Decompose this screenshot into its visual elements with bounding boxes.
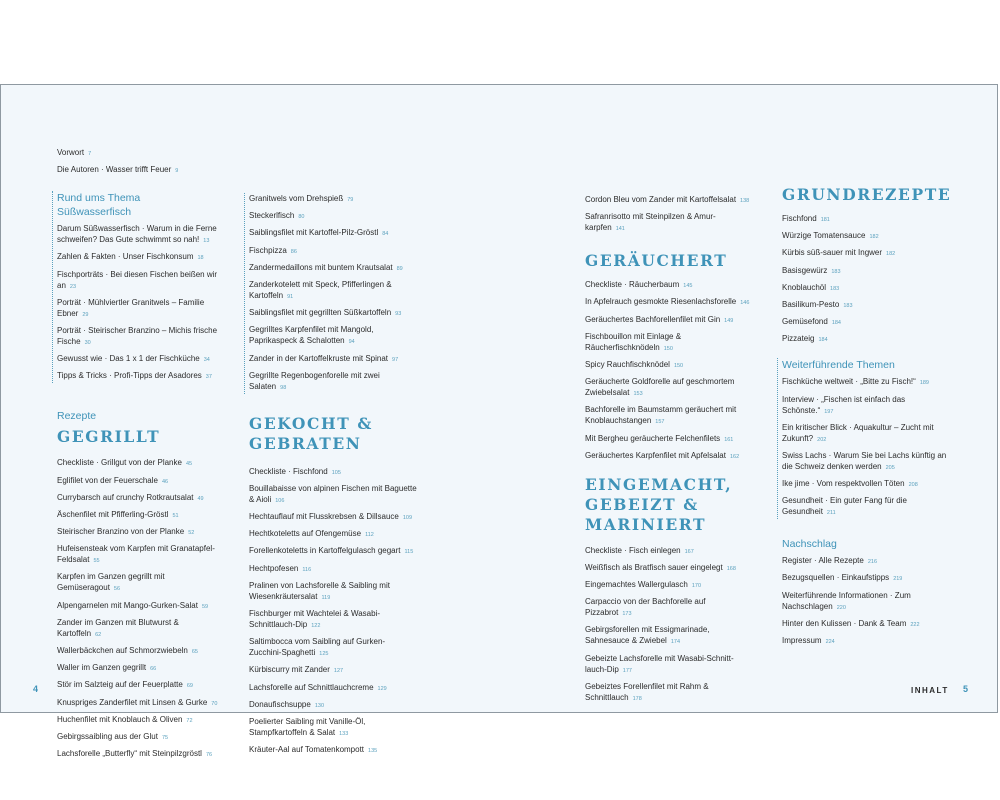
toc-entry-title: Forellenkoteletts in Kartoffelgulasch gegart — [249, 546, 401, 556]
toc-entry-page: 184 — [831, 320, 841, 327]
toc-entry-title: Weißfisch als Bratfisch sauer eingelegt — [585, 562, 723, 572]
toc-entry — [249, 545, 417, 558]
toc-entry — [57, 457, 225, 470]
toc-entry-page: 130 — [314, 702, 325, 709]
toc-entry — [585, 624, 753, 648]
toc-entry — [782, 282, 950, 295]
section-title-gekocht — [249, 414, 417, 454]
toc-entry-page: 184 — [818, 337, 828, 344]
toc-entry-title: Pralinen von Lachsforelle & Saibling mit Wiesenkräutersalat — [249, 580, 390, 601]
geraeuchert-list — [585, 279, 753, 463]
toc-entry — [57, 325, 225, 349]
toc-entry — [585, 579, 753, 592]
toc-entry-page: 49 — [197, 495, 204, 502]
section-bracket-weiter — [777, 358, 950, 519]
toc-entry-page: 182 — [886, 251, 896, 258]
toc-entry — [249, 245, 417, 258]
toc-entry-title: Hinter den Kulissen · Dank & Team — [782, 618, 907, 628]
toc-column-3 — [585, 194, 753, 709]
toc-entry-title: Geräuchertes Bachforellenfilet mit Gin — [585, 314, 721, 324]
toc-entry-title: Knoblauchöl — [782, 282, 827, 292]
toc-entry-page: 115 — [404, 549, 414, 556]
toc-entry-page: 173 — [622, 611, 632, 618]
section-title-weiter: Weiterführende Themen — [782, 359, 895, 372]
section-title-eingemacht-line2: GEBEIZT & — [585, 494, 699, 514]
toc-entry — [249, 528, 417, 541]
toc-entry-title: Gebeiztes Forellenfilet mit Rahm & Schnittlauch — [585, 681, 709, 702]
toc-entry — [249, 580, 417, 604]
toc-entry-title: Weiterführende Informationen · Zum Nachschlagen — [782, 590, 911, 611]
toc-entry-title: Safranrisotto mit Steinpilzen & Amur-karpfen — [585, 212, 716, 233]
toc-entry-page: 202 — [817, 436, 827, 443]
toc-entry — [249, 279, 417, 303]
toc-entry — [57, 543, 225, 567]
toc-entry-title: Hechtpofesen — [249, 563, 299, 573]
toc-entry-page: 220 — [836, 604, 846, 611]
toc-entry — [249, 511, 417, 524]
toc-entry-page: 69 — [186, 683, 193, 690]
toc-entry-title: Impressum — [782, 636, 822, 645]
toc-entry — [782, 316, 950, 329]
toc-column-4 — [782, 185, 950, 652]
toc-entry — [249, 262, 417, 275]
toc-entry-title: Würzige Tomatensauce — [782, 231, 866, 241]
toc-entry-page: 216 — [867, 559, 878, 566]
toc-entry-page: 13 — [203, 238, 210, 245]
toc-entry-title: Gegrillte Regenbogenforelle mit zwei Salaten — [249, 370, 380, 391]
toc-entry-page: 224 — [825, 639, 835, 645]
toc-entry-title: Huchenfilet mit Knoblauch & Oliven — [57, 714, 183, 724]
toc-entry-title: Zander im Ganzen mit Blutwurst & Kartoffeln — [57, 617, 179, 638]
toc-entry — [57, 571, 225, 595]
toc-entry — [782, 572, 950, 585]
toc-entry-title: Eglifilet von der Feuerschale — [57, 475, 158, 485]
toc-entry-page: 106 — [275, 497, 285, 504]
toc-entry-title: Fischpizza — [249, 245, 287, 255]
toc-entry-page: 34 — [203, 357, 210, 364]
toc-entry — [57, 251, 225, 264]
toc-entry-title: Hechtkoteletts auf Ofengemüse — [249, 529, 362, 539]
intro-list — [57, 147, 225, 177]
toc-entry — [782, 394, 950, 418]
suesswasser-list — [57, 223, 225, 383]
toc-entry-page: 138 — [740, 198, 750, 204]
toc-entry-title: Pizzateig — [782, 334, 815, 344]
toc-entry-title: Register · Alle Rezepte — [782, 556, 864, 566]
toc-entry-title: Basilikum-Pesto — [782, 299, 840, 309]
toc-entry-title: Interview · „Fischen ist einfach das Schönste.“ — [782, 394, 906, 415]
toc-entry-page: 9 — [175, 168, 179, 175]
toc-entry — [782, 247, 950, 260]
toc-entry-page: 219 — [893, 576, 903, 583]
toc-entry — [57, 697, 225, 710]
toc-entry-page: 135 — [368, 748, 378, 755]
toc-entry — [585, 450, 753, 463]
toc-entry-page: 149 — [724, 317, 734, 324]
toc-entry — [585, 653, 753, 677]
toc-entry-title: Carpaccio von der Bachforelle auf Pizzabrot — [585, 597, 706, 618]
toc-entry-page: 75 — [161, 734, 169, 741]
toc-entry — [57, 164, 225, 177]
toc-entry-title: Zanderkotelett mit Speck, Pfifferlingen & Kartoffeln — [249, 279, 392, 300]
section-title-nachschlag: Nachschlag — [782, 538, 837, 551]
toc-entry-title: Checkliste · Räucherbaum — [585, 280, 680, 290]
toc-entry-page: 18 — [197, 255, 204, 262]
toc-entry — [585, 296, 753, 309]
toc-entry-title: Kürbiscurry mit Zander — [249, 665, 330, 675]
toc-entry-page: 23 — [69, 283, 77, 290]
toc-entry-title: Bouillabaisse von alpinen Fischen mit Baguette & Aioli — [249, 483, 417, 504]
toc-entry-page: 127 — [333, 668, 344, 675]
toc-entry-title: Granitwels vom Drehspieß — [249, 194, 344, 203]
toc-entry-page: 208 — [908, 482, 918, 489]
toc-entry — [57, 509, 225, 522]
toc-entry-page: 59 — [201, 603, 209, 610]
section-title-suesswasser: Rund ums Thema Süßwasserfisch — [57, 192, 141, 219]
right-page-number: 5 — [963, 684, 969, 694]
nachschlag-list — [782, 555, 950, 648]
toc-entry-page: 94 — [348, 339, 355, 346]
toc-entry-page: 150 — [663, 345, 673, 352]
toc-entry-title: Wallerbäckchen auf Schmorzwiebeln — [57, 646, 188, 655]
toc-entry — [249, 307, 417, 320]
toc-entry-title: Fischbouillon mit Einlage & Räucherfischknödeln — [585, 331, 682, 352]
toc-entry — [782, 590, 950, 614]
toc-entry-page: 37 — [205, 374, 212, 381]
toc-entry — [249, 716, 417, 740]
toc-entry — [57, 679, 225, 692]
toc-entry-title: Gesundheit · Ein guter Fang für die Gesundheit — [782, 496, 907, 517]
book-spread — [0, 84, 998, 759]
toc-entry — [249, 636, 417, 660]
toc-entry — [585, 433, 753, 446]
toc-entry — [782, 495, 950, 519]
eingemacht-list — [585, 545, 753, 705]
toc-entry-title: Zandermedaillons mit buntem Krautsalat — [249, 262, 393, 272]
toc-entry-page: 150 — [673, 362, 684, 369]
toc-entry-page: 146 — [740, 300, 750, 307]
toc-column-1 — [57, 147, 225, 765]
toc-entry — [585, 211, 753, 235]
toc-entry — [57, 370, 225, 383]
toc-entry-page: 161 — [724, 436, 734, 443]
toc-entry-page: 189 — [919, 380, 929, 387]
toc-entry — [585, 376, 753, 400]
toc-entry-page: 183 — [831, 268, 841, 275]
toc-entry-title: Fischküche weltweit · „Bitte zu Fisch!“ — [782, 377, 916, 387]
gekocht-cont-list — [585, 194, 753, 235]
toc-entry — [57, 731, 225, 744]
toc-entry-page: 76 — [205, 752, 213, 759]
toc-entry-page: 153 — [633, 391, 643, 398]
toc-entry — [585, 279, 753, 292]
toc-entry-title: Äschenfilet mit Pfifferling-Gröstl — [57, 509, 169, 519]
toc-entry — [585, 359, 753, 372]
toc-entry-page: 97 — [392, 356, 399, 363]
toc-entry-page: 205 — [885, 464, 895, 471]
toc-entry-title: Fischporträts · Bei diesen Fischen beißen wir an — [57, 269, 218, 290]
running-head: INHALT — [911, 686, 949, 695]
toc-entry-page: 30 — [84, 339, 91, 346]
toc-entry — [57, 147, 225, 160]
toc-entry-page: 222 — [910, 621, 920, 628]
toc-entry-title: Zander in der Kartoffelkruste mit Spinat — [249, 353, 389, 363]
toc-entry-page: 119 — [321, 594, 331, 601]
toc-entry-page: 84 — [382, 231, 389, 238]
toc-entry-page: 70 — [211, 700, 218, 707]
toc-entry-title: Alpengarnelen mit Mango-Gurken-Salat — [57, 600, 198, 610]
toc-entry — [585, 194, 753, 207]
toc-entry-page: 129 — [377, 685, 387, 692]
toc-entry-page: 182 — [869, 234, 879, 241]
toc-entry — [782, 265, 950, 278]
weiter-list — [782, 376, 950, 519]
toc-entry — [249, 563, 417, 576]
toc-entry-title: Kürbis süß-sauer mit Ingwer — [782, 248, 883, 258]
toc-entry-page: 66 — [150, 666, 157, 673]
section-bracket-gegrillt-cont — [244, 193, 417, 394]
toc-entry — [585, 545, 753, 558]
toc-entry — [782, 213, 950, 226]
toc-entry-title: Hufeisensteak vom Karpfen mit Granatapfel-Feldsalat — [57, 544, 215, 565]
toc-entry-page: 183 — [830, 285, 840, 292]
toc-entry — [585, 681, 753, 705]
toc-entry-title: Bezugsquellen · Einkaufstipps — [782, 573, 890, 583]
section-bracket-suesswasser — [52, 191, 225, 383]
toc-entry-page: 170 — [691, 583, 702, 590]
toc-entry-page: 183 — [843, 302, 853, 309]
toc-entry — [782, 230, 950, 243]
toc-entry-title: Saltimbocca vom Saibling auf Gurken-Zucchini-Spaghetti — [249, 637, 386, 658]
toc-entry — [57, 353, 225, 366]
toc-entry — [585, 596, 753, 620]
toc-entry — [249, 210, 417, 223]
toc-entry — [57, 297, 225, 321]
toc-entry-title: In Apfelrauch gesmokte Riesenlachsforelle — [585, 297, 737, 307]
toc-entry-page: 116 — [302, 566, 312, 573]
gegrillt-list — [57, 457, 225, 761]
toc-entry-page: 79 — [347, 197, 354, 203]
toc-entry-title: Checkliste · Fisch einlegen — [585, 545, 681, 555]
toc-entry-title: Fischfond — [782, 214, 817, 223]
toc-entry-page: 133 — [339, 730, 349, 737]
toc-entry-title: Gegrilltes Karpfenfilet mit Mangold, Paprikaspeck & Schalotten — [249, 325, 374, 346]
toc-entry-title: Knuspriges Zanderfilet mit Linsen & Gurke — [57, 697, 208, 707]
toc-entry-page: 177 — [622, 667, 632, 674]
section-title-gekocht-line2: GEBRATEN — [249, 433, 362, 453]
toc-entry-title: Mit Bergheu geräucherte Felchenfilets — [585, 433, 721, 443]
toc-entry — [57, 714, 225, 727]
toc-entry-page: 178 — [632, 695, 642, 702]
toc-entry-page: 45 — [185, 461, 193, 468]
toc-entry-title: Donaufischsuppe — [249, 699, 311, 709]
toc-entry-page: 211 — [826, 510, 836, 517]
toc-entry — [585, 404, 753, 428]
toc-entry-title: Gemüsefond — [782, 317, 828, 327]
toc-entry-page: 122 — [311, 623, 321, 629]
toc-entry — [249, 466, 417, 479]
toc-entry-page: 51 — [172, 512, 179, 519]
toc-entry — [249, 227, 417, 240]
toc-column-2 — [249, 193, 417, 761]
toc-entry-title: Kräuter-Aal auf Tomatenkompott — [249, 745, 365, 755]
toc-entry — [782, 333, 950, 346]
section-title-grundrezepte: GRUNDREZEPTE — [782, 185, 952, 204]
toc-entry-page: 112 — [365, 532, 374, 539]
toc-entry-title: Darum Süßwasserfisch · Warum in die Ferne schweifen? Das Gute schwimmt so nah! — [57, 224, 217, 245]
toc-entry-page: 197 — [824, 408, 834, 415]
toc-entry-title: Fischburger mit Wachtelei & Wasabi-Schnittlauch-Dip — [249, 609, 380, 629]
toc-entry — [249, 370, 417, 394]
toc-entry-page: 145 — [683, 283, 693, 290]
toc-entry-title: Swiss Lachs · Warum Sie bei Lachs künftig an die Schweiz denken werden — [782, 450, 947, 471]
toc-entry-title: Gebirgssaibling aus der Glut — [57, 731, 158, 741]
toc-entry — [782, 618, 950, 631]
left-page-number: 4 — [33, 684, 39, 694]
toc-entry-page: 52 — [188, 530, 195, 537]
toc-entry-page: 167 — [684, 548, 694, 555]
toc-entry-title: Hechtauflauf mit Flusskrebsen & Dillsauce — [249, 512, 399, 522]
toc-entry — [249, 193, 417, 206]
toc-entry — [782, 422, 950, 446]
toc-entry — [782, 635, 950, 648]
rezepte-label: Rezepte — [57, 410, 97, 423]
toc-entry-page: 80 — [298, 214, 305, 221]
toc-entry-page: 181 — [820, 217, 830, 223]
toc-entry-title: Checkliste · Grillgut von der Planke — [57, 458, 182, 468]
toc-entry-title: Ike jime · Vom respektvollen Töten — [782, 479, 905, 489]
toc-entry-page: 162 — [729, 453, 740, 460]
toc-entry-page: 65 — [191, 649, 198, 655]
toc-entry-title: Geräuchertes Karpfenfilet mit Apfelsalat — [585, 450, 726, 460]
toc-entry — [585, 331, 753, 355]
toc-entry — [249, 664, 417, 677]
toc-entry-title: Karpfen im Ganzen gegrillt mit Gemüseragout — [57, 572, 165, 593]
toc-entry-page: 62 — [95, 631, 102, 638]
toc-entry-title: Lachsforelle auf Schnittlauchcreme — [249, 682, 374, 692]
toc-entry — [57, 600, 225, 613]
toc-entry — [585, 314, 753, 327]
section-title-gekocht-line1: GEKOCHT & — [249, 413, 373, 433]
toc-entry-title: Saiblingsfilet mit Kartoffel-Pilz-Gröstl — [249, 228, 379, 238]
toc-entry-page: 29 — [82, 311, 89, 318]
toc-entry — [57, 269, 225, 293]
toc-entry-title: Gebeizte Lachsforelle mit Wasabi-Schnitt-lauch-Dip — [585, 653, 734, 674]
toc-entry-page: 125 — [319, 651, 329, 658]
toc-entry-page: 89 — [396, 265, 403, 272]
section-title-eingemacht-line1: EINGEMACHT, — [585, 474, 733, 494]
toc-entry-title: Basisgewürz — [782, 265, 828, 275]
toc-entry-title: Stör im Salzteig auf der Feuerplatte — [57, 680, 183, 690]
toc-entry — [782, 478, 950, 491]
toc-entry-page: 91 — [287, 293, 294, 300]
toc-entry — [249, 682, 417, 695]
toc-entry-page: 98 — [280, 384, 287, 391]
toc-entry-title: Steirischer Branzino von der Planke — [57, 527, 185, 537]
toc-entry-title: Die Autoren · Wasser trifft Feuer — [57, 165, 172, 175]
section-title-gegrillt: GEGRILLT — [57, 427, 161, 447]
toc-entry-title: Zahlen & Fakten · Unser Fischkonsum — [57, 252, 194, 262]
toc-entry-title: Gebirgsforellen mit Essigmarinade, Sahnesauce & Zwiebel — [585, 625, 710, 646]
toc-entry-title: Eingemachtes Wallergulasch — [585, 580, 688, 590]
toc-entry-page: 93 — [395, 311, 402, 318]
toc-entry-title: Porträt · Steirischer Branzino – Michis frische Fische — [57, 325, 218, 346]
toc-entry-page: 86 — [290, 248, 297, 255]
toc-entry-page: 72 — [186, 717, 193, 724]
grundrezepte-list — [782, 213, 950, 346]
toc-entry-title: Steckerlfisch — [249, 211, 295, 221]
toc-entry — [57, 645, 225, 658]
toc-entry-title: Porträt · Mühlviertler Granitwels – Familie Ebner — [57, 297, 205, 318]
toc-entry-title: Geräucherte Goldforelle auf geschmortem Zwiebelsalat — [585, 377, 735, 398]
toc-entry — [585, 562, 753, 575]
toc-entry — [249, 608, 417, 632]
toc-entry — [249, 324, 417, 348]
toc-entry-title: Poelierter Saibling mit Vanille-Öl, Stampfkartoffeln & Salat — [249, 716, 366, 737]
section-title-geraeuchert: GERÄUCHERT — [585, 251, 728, 271]
toc-entry-page: 141 — [615, 226, 625, 233]
toc-entry-page: 168 — [726, 565, 736, 572]
toc-entry-title: Lachsforelle „Butterfly“ mit Steinpilzgröstl — [57, 749, 202, 759]
toc-entry — [249, 483, 417, 507]
toc-entry — [57, 526, 225, 539]
toc-entry — [57, 748, 225, 761]
toc-entry-title: Checkliste · Fischfond — [249, 466, 328, 476]
toc-entry-page: 105 — [331, 469, 341, 476]
toc-entry-title: Tipps & Tricks · Profi-Tipps der Asadores — [57, 371, 202, 381]
toc-entry-title: Saiblingsfilet mit gegrillten Süßkartoffeln — [249, 308, 392, 318]
toc-entry-page: 7 — [88, 151, 92, 157]
toc-entry-page: 56 — [113, 586, 121, 593]
toc-entry — [249, 744, 417, 757]
toc-entry — [782, 299, 950, 312]
toc-entry-title: Waller im Ganzen gegrillt — [57, 663, 147, 673]
toc-entry-title: Cordon Bleu vom Zander mit Kartoffelsalat — [585, 195, 737, 204]
toc-entry-page: 46 — [161, 478, 169, 485]
toc-entry — [57, 223, 225, 247]
toc-entry — [57, 475, 225, 488]
toc-entry-page: 157 — [655, 419, 665, 426]
toc-entry-title: Ein kritischer Blick · Aquakultur – Zucht mit Zukunft? — [782, 422, 934, 443]
gekocht-list — [249, 466, 417, 757]
section-title-eingemacht-line3: MARINIERT — [585, 514, 707, 534]
toc-entry — [782, 376, 950, 389]
toc-entry — [249, 699, 417, 712]
toc-entry — [57, 617, 225, 641]
toc-entry-title: Currybarsch auf crunchy Rotkrautsalat — [57, 492, 194, 502]
gegrillt-cont-list — [249, 193, 417, 394]
toc-entry-page: 174 — [670, 639, 681, 646]
toc-entry-title: Vorwort — [57, 148, 85, 157]
toc-entry-title: Gewusst wie · Das 1 x 1 der Fischküche — [57, 354, 200, 364]
toc-entry — [782, 450, 950, 474]
toc-entry — [57, 492, 225, 505]
toc-entry — [57, 662, 225, 675]
toc-entry-title: Bachforelle im Baumstamm geräuchert mit Knoblauchstangen — [585, 405, 737, 426]
toc-entry-page: 109 — [402, 515, 413, 522]
toc-entry — [249, 353, 417, 366]
toc-entry-title: Spicy Rauchfischknödel — [585, 359, 670, 369]
toc-entry — [782, 555, 950, 568]
toc-entry-page: 55 — [93, 558, 100, 565]
section-title-eingemacht — [585, 475, 753, 535]
